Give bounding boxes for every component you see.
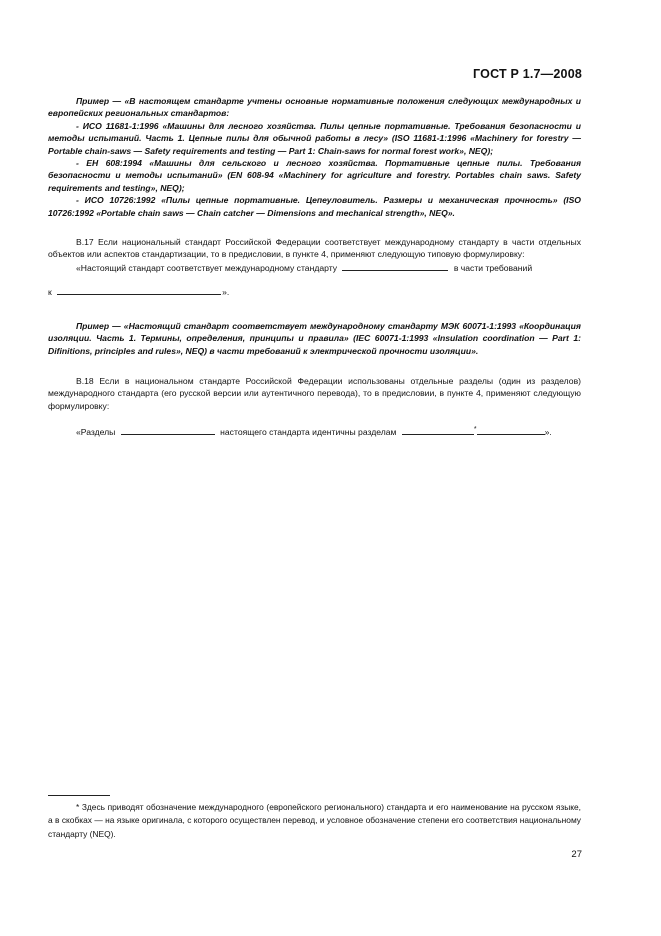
example-1-item-2: - ЕН 608:1994 «Машины для сельского и лесного хозяйства. Портативные цепные пилы. Требования безопасности и методы испытаний» (EN 608-94 «Machinery for agriculture and forestry. Portables chain saws. Safety requirements and testing», NEQ); — [48, 158, 581, 193]
example-1-item-3: - ИСО 10726:1992 «Пилы цепные портативные. Цепеуловитель. Размеры и механическая прочность» (ISO 10726:1992 «Portable chain saws — Chain catcher — Dimensions and mechanical strength», NEQ». — [48, 195, 581, 218]
footnote-divider — [48, 795, 110, 796]
example-2-text: Пример — «Настоящий стандарт соответствует международному стандарту МЭК 60071-1:1993 «Координация изоляции. Часть 1. Термины, определения, принципы и правила» (IEC 60071-1:1993 «Insulation coordination — Part 1: Difinitions, principles and rules», NEQ) в части требований к электрической прочности изоляции». — [48, 321, 581, 356]
example-1-block — [48, 95, 581, 219]
example-1-item-1: - ИСО 11681-1:1996 «Машины для лесного хозяйства. Пилы цепные портативные. Требования безопасности и методы испытаний. Часть 1. Цепные пилы для обычной работы в лесу» (ISO 11681-1:1996 «Machinery for forestry — Portable chain-saws — Safety requirements and testing — Part 1: Chain-saws for normal forest work», NEQ); — [48, 120, 581, 156]
clause-b17-formula-start: «Настоящий стандарт соответствует международному стандарту — [76, 262, 338, 273]
blank-field — [342, 262, 448, 271]
blank-field — [402, 426, 474, 435]
clause-b18 — [48, 375, 581, 438]
blank-field — [477, 426, 545, 435]
clause-b17 — [48, 236, 581, 299]
footnote-marker: * — [473, 426, 477, 434]
clause-b17-formula-line-1 — [48, 262, 581, 274]
clause-b17-formula-mid: в части требований — [453, 262, 533, 273]
example-1-intro: Пример — «В настоящем стандарте учтены основные нормативные положения следующих международных и европейских региональных стандартов: — [48, 96, 581, 119]
footnote — [48, 801, 581, 841]
blank-field — [121, 426, 215, 435]
clause-b18-text: В.18 Если в национальном стандарте Российской Федерации использованы отдельные разделы (один из разделов) международного стандарта (его русской версии или аутентичного перевода), то в предисловии, в пункте 4, применяют следующую формулировку: — [48, 376, 581, 411]
page-number: 27 — [571, 849, 582, 860]
blank-field — [57, 286, 221, 295]
example-2-block — [48, 320, 581, 357]
footnote-text: * Здесь приводят обозначение международного (европейского регионального) стандарта и его наименование на русском языке, а в скобках — на языке оригинала, с которого осуществлен перевод, и условное обозначение степени его соответствия национальному стандарту (NEQ). — [48, 802, 581, 839]
clause-b18-formula-start: «Разделы — [76, 427, 116, 438]
clause-b17-text: В.17 Если национальный стандарт Российской Федерации соответствует международному стандарту в части отдельных объектов или аспектов стандартизации, то в предисловии, в пункте 4, применяют следующую типовую формулировку: — [48, 237, 581, 260]
clause-b17-formula-line-2 — [48, 286, 581, 298]
clause-b18-formula-end: ». — [544, 427, 552, 438]
clause-b18-formula-mid: настоящего стандарта идентичны разделам — [220, 427, 397, 438]
clause-b18-formula — [48, 424, 581, 438]
clause-b17-formula-line2-start: к — [48, 287, 52, 298]
document-code-header: ГОСТ Р 1.7—2008 — [473, 67, 582, 81]
clause-b17-formula-end: ». — [222, 287, 230, 298]
